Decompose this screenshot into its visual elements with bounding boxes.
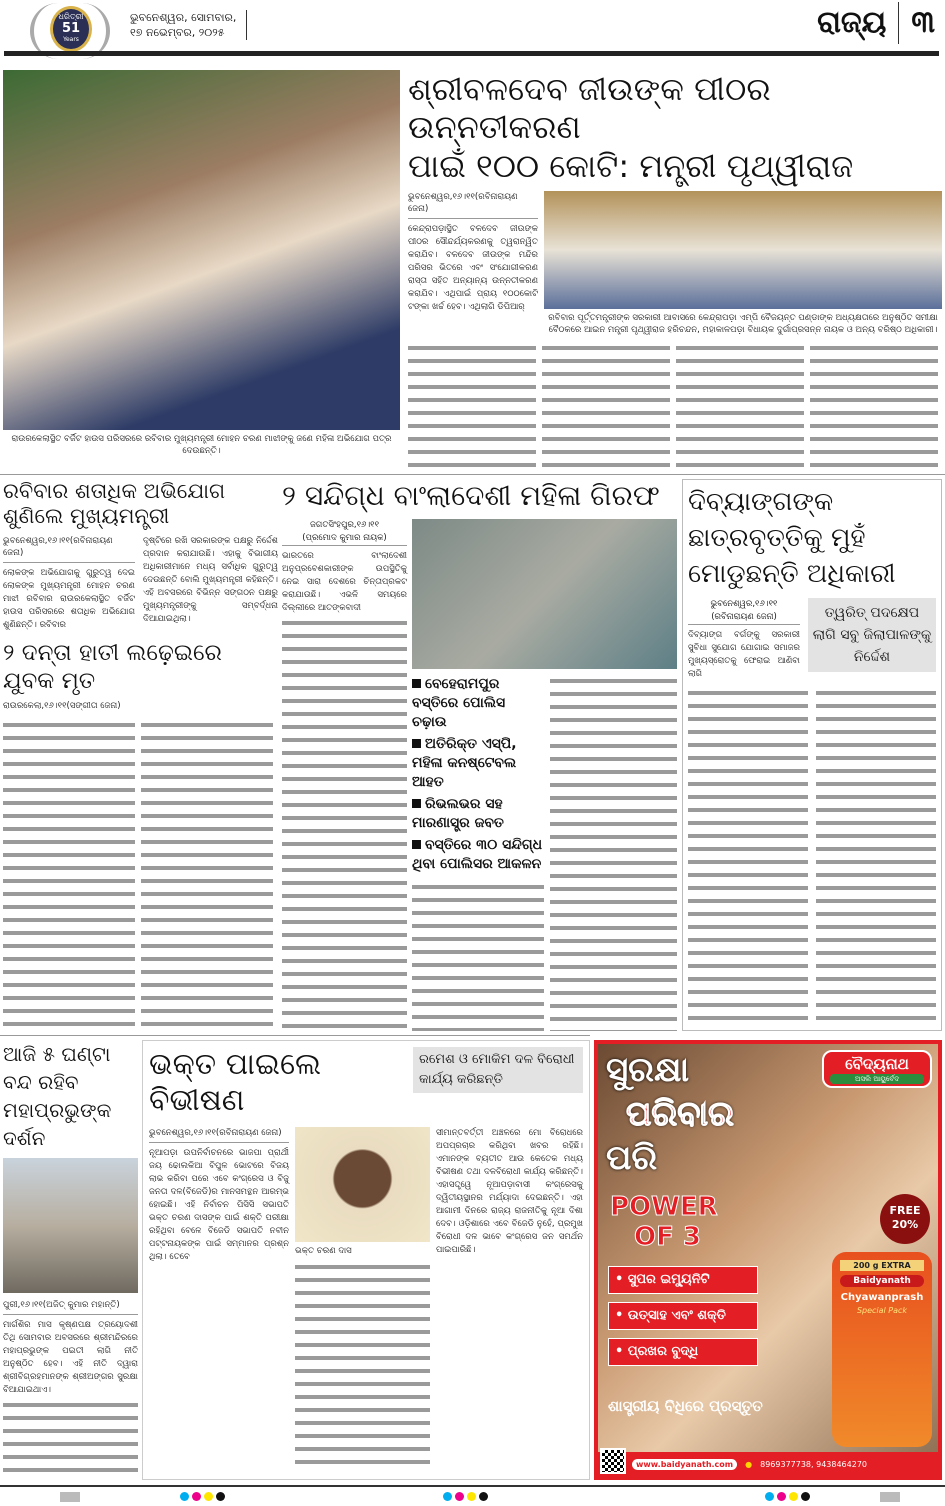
highlight-text: ଅତିରିକ୍ତ ଏସ୍‌ପି, ମହିଳା କନଷ୍ଟେବଲ ଆହତ [412,735,517,790]
bhakta-body-mid [295,1261,430,1473]
bangladesh-headline: ୨ ସନ୍ଦିଗ୍ଧ ବାଂଲାଦେଶୀ ମହିଳା ଗିରଫ [282,479,660,512]
lead-body: କେନ୍ଦ୍ରାପଡ଼ାସ୍ଥିତ ବଳଦେବ ଜୀଉଙ୍କ ପୀଠର ସୌନ୍ଦର୍ଯ୍ୟକରଣକୁ ତ୍ୱରାନ୍ୱିତ କରାଯିବ। ବଳଦେବ ଜୀଉଙ୍କ ମନ୍ଦିର ପରିସର ଭିତରେ ଏବଂ ସଂଯୋଗୀକରଣ ରାସ୍ତା ସହିତ ଅନ୍ୟାନ୍ୟ ଉନ୍ନତୀକରଣ କରାଯିବ। ଏଥିପାଇଁ ପ୍ରାୟ ୧୦୦କୋଟି ଟଙ୍କା ଖର୍ଚ୍ଚ ହେବ। ଏଥିଲାଗି ଡିପିଆର୍ [408,224,538,313]
brand-badge-tag: ଅସଲି ଆୟୁର୍ବେଦ [830,1074,924,1084]
free-percent: 20% [891,1218,919,1231]
disabled-headline-line-2: ମୋଡୁଛନ୍ତି ଅଧିକାରୀ [688,559,896,589]
highlight-item [412,795,544,833]
cm-headline: ରବିବାର ଶତାଧିକ ଅଭିଯୋଗ ଶୁଣିଲେ ମୁଖ୍ୟମନ୍ତ୍ରୀ [3,479,226,529]
chyawanprash-jar [832,1252,932,1447]
ad-phone: 8969377738, 9438464270 [760,1459,868,1469]
dateline-date: ୧୭ ନଭେମ୍ବର, ୨୦୨୫ [130,26,225,39]
bhakta-body-2: ସୀମାନ୍ତବର୍ତ୍ତୀ ଅଞ୍ଚଳରେ ମୋ ବିରୋଧରେ ଅପପ୍ରଚାର କରିଥିବା ଖବର ରହିଛି। ଏମାନଙ୍କ ବ୍ୟତୀତ ଆଉ କେତେକ ମଧ୍ୟ ବିଭୀଷଣ ତଥା ଦଳବିରୋଧୀ କାର୍ଯ୍ୟ କରିଛନ୍ତି। ଏହାସତ୍ତ୍ୱେ ନୂଆପଡ଼ାବାସୀ କଂଗ୍ରେସକୁ ଦ୍ୱିତୀୟସ୍ଥାନର ମର୍ଯ୍ୟାଦା ଦେଇଛନ୍ତି। ଏହା ଆଗାମୀ ଦିନରେ ରାଜ୍ୟ ରାଜନୀତିକୁ ନୂଆ ଦିଶା ଦେବ। ଓଡ଼ିଶାରେ ଏବେ ବିଜେଡି ନୁହେଁ, ପ୍ରମୁଖ ବିରୋଧୀ ଦଳ ଭାବେ କଂଗ୍ରେସ ଜନ ସମର୍ଥନ ପାଇପାରିଛି। [436,1128,583,1255]
cm-byline: ଭୁବନେଶ୍ୱର,୧୬।୧୧(ରବିନାରାୟଣ ଜେନା) [3,535,135,563]
print-rule [0,1485,945,1487]
seized-weapons-photo [412,519,677,669]
jar-product: Chyawanprash [840,1292,924,1303]
jar-extra: 200 g EXTRA [840,1260,924,1271]
disabled-byline: ଭୁବନେଶ୍ୱର,୧୬।୧୧ [710,599,778,609]
temple-headline-line-2: ବନ୍ଦ ରହିବ [3,1070,79,1094]
ad-benefit-text: ଉତ୍ସାହ ଏବଂ ଶକ୍ତି [627,1308,726,1323]
bhakta-subhead: ରମେଶ ଓ ମୋକିମ ଦଳ ବିରୋଧୀ କାର୍ଯ୍ୟ କରିଛନ୍ତି [413,1047,583,1093]
lead-headline-line-1: ଶ୍ରୀବଳଦେବ ଜୀଉଙ୍କ ପୀଠର ଉନ୍ନତୀକରଣ [408,70,771,147]
logo-name: ଧରିତ୍ରୀ [58,12,84,21]
bangladesh-body-col4 [550,675,677,1031]
highlight-item [412,836,544,874]
elephant-headline: ୨ ଦନ୍ତା ହାତୀ ଲଢ଼େଇରେ ଯୁବକ ମୃତ [3,640,222,694]
lead-byline: ଭୁବନେଶ୍ୱର,୧୬।୧୧(ରବିନାରାୟଣ ଜେନା) [408,191,538,219]
grey-swatch [60,1492,80,1502]
bangladesh-body-col3 [412,881,544,1031]
bhakta-charan-das-photo [295,1127,430,1242]
lead-headline [408,70,942,185]
masthead-rule [4,51,939,56]
bangladesh-body-more [282,617,407,1031]
highlight-item [412,735,544,792]
ad-title-3: ପରି [606,1138,658,1178]
registration-marks [0,1492,945,1506]
bangladesh-reporter: (ପ୍ରମୋଦ କୁମାର ନାୟକ) [302,532,387,543]
disabled-body-more [688,687,936,1026]
dateline: ଭୁବନେଶ୍ୱର, ସୋମବାର, [130,11,237,24]
cm-body: ଲୋକଙ୍କ ଅଭିଯୋଗକୁ ଗୁରୁତ୍ୱ ଦେଇ ଲୋକଙ୍କ ମୁଖ୍ୟମନ୍ତ୍ରୀ ମୋହନ ଚରଣ ମାଝୀ ରବିବାର ରାଉରକେଲାସ୍ଥିତ ବର୍ଜିଟ ହାଉସ ପରିସରରେ ଶତାଧିକ ଅଭିଯୋଗ ଶୁଣିଛନ୍ତି। ରବିବାର [3,568,135,631]
bangladesh-byline: ଜଗତସିଂହପୁର,୧୬।୧୧ [309,519,380,530]
ad-benefit-text: ସୁପର ଇମ୍ୟୁନିଟି [627,1272,710,1287]
highlight-text: ବେହେରାମପୁର ବସ୍ତିରେ ପୋଲିସ ଚଢ଼ାଉ [412,675,506,730]
row-middle [0,479,945,1031]
temple-headline-line-3: ମହାପ୍ରଭୁଙ୍କ ଦର୍ଶନ [3,1098,112,1150]
masthead [0,0,945,62]
review-meeting-photo [544,191,942,309]
phone-icon: ● [745,1459,753,1469]
disabled-story-box [682,479,942,1031]
jar-brand: Baidyanath [840,1275,924,1287]
divider [0,474,945,475]
bhakta-photo-caption: ଭକ୍ତ ଚରଣ ଦାସ [295,1246,352,1256]
ad-title-1: ସୁରକ୍ଷା [606,1050,690,1090]
disabled-headline [688,484,936,592]
temple-byline: ପୁରୀ,୧୬।୧୧(ଅଜିତ୍ କୁମାର ମହାନ୍ତି) [3,1299,138,1315]
power-label: POWER [610,1192,718,1222]
bhakta-body: ନୂଆପଡ଼ା ଉପନିର୍ବାଚନରେ ଭାଜପା ପ୍ରାର୍ଥୀ ଜୟ ଢୋଲକିଆ ବିପୁଳ ଭୋଟରେ ବିଜୟ ଲାଭ କରିବା ପରେ ଏବେ କଂଗ୍ରେସ ଓ ବିଜୁ ଜନତା ଦଳ(ବିଜେଡି)ର ମାନସମନ୍ଥନ ଆରମ୍ଭ ହୋଇଛି। ଏହି ନିର୍ବାଚନ ପିସିସି ସଭାପତି ଭକ୍ତ ଚରଣ ଦାସଙ୍କ ପାଇଁ ଶକ୍ତି ପରୀକ୍ଷା ରହିଥିବା ବେଳେ ବିଜେଡି ସଭାପତି ନବୀନ ପଟ୍ଟନାୟକଙ୍କ ପାଇଁ ସମ୍ମାନର ପ୍ରଶ୍ନ ଥିଲା। ତେବେ [149,1148,289,1262]
highlight-text: ବସ୍ତିରେ ୩୦ ସନ୍ଦିଗ୍ଧ ଥିବା ପୋଲିସର ଆକଳନ [412,836,543,872]
cm-grievance-photo [3,70,400,430]
cm-body-2: ଦୃଷ୍ଟିରେ ରଖି ସରକାରଙ୍କ ପକ୍ଷରୁ ନିର୍ଦ୍ଦେଶ ପ୍ରଦାନ କରାଯାଉଛି। ଏହାକୁ ବିଭାଗୀୟ ଅଧିକାରୀମାନେ ମଧ୍ୟ ସର୍ବାଧିକ ଗୁରୁତ୍ୱ ଦେଉଛନ୍ତି ବୋଲି ମୁଖ୍ୟମନ୍ତ୍ରୀ କହିଛନ୍ତି। ଏହି ଅବସରରେ ବିଭିନ୍ନ ସଙ୍ଗଠନ ପକ୍ଷରୁ ମୁଖ୍ୟମନ୍ତ୍ରୀଙ୍କୁ ସମ୍ବର୍ଦ୍ଧନା ଦିଆଯାଇଥିଲା। [143,536,278,625]
ad-benefit: • ପ୍ରଖର ବୁଦ୍ଧି [608,1338,758,1366]
highlight-text: ରିଭଲଭର ସହ ମାରଣାସ୍ତ୍ର ଜବତ [412,795,504,831]
temple-headline-line-1: ଆଜି ୫ ଘଣ୍ଟା [3,1042,111,1066]
bhakta-headline: ଭକ୍ତ ପାଇଲେ ବିଭୀଷଣ [149,1047,322,1118]
bhakta-byline: ଭୁବନେଶ୍ୱର,୧୬।୧୧(ରବିନାରାୟଣ ଜେନା) [149,1127,289,1143]
elephant-body [3,719,278,1031]
of3-label: OF 3 [634,1222,702,1252]
logo-years: 51 [61,21,81,36]
highlight-item [412,675,544,732]
temple-body: ମାର୍ଗଶିର ମାସ କୃଷ୍ଣପକ୍ଷ ତ୍ରୟୋଦଶୀ ତିଥି ସୋମବାର ଅବସରରେ ଶ୍ରୀମନ୍ଦିରରେ ମହାପ୍ରଭୁଙ୍କ ପଇତୀ ଲାଗି ନୀତି ଅନୁଷ୍ଠିତ ହେବ। ଏହି ନୀତି ଦ୍ୱାରା ଶ୍ରୀବିଗ୍ରହମାନଙ୍କ ଶ୍ରୀଅଙ୍ଗର ସୁରକ୍ଷା ବିଆଯାଇଥାଏ। [3,1320,138,1395]
lead-body-columns [408,342,942,470]
page-number: ୩ [911,5,935,40]
disabled-subhead: ତ୍ୱରିତ୍ ପଦକ୍ଷେପ ଲାଗି ସବୁ ଜିଲାପାଳଙ୍କୁ ନିର୍ଦ୍ଦେଶ [808,598,936,672]
free-badge [880,1194,930,1244]
disabled-reporter: (ରବିନାରାୟଣ ଜେନା) [711,612,777,622]
section-name: ରାଜ୍ୟ [817,2,899,44]
cm-photo-caption: ରାଉରକେଲାସ୍ଥିତ ବର୍ଜିଟ ହାଉସ ପରିସରରେ ରବିବାର ମୁଖ୍ୟମନ୍ତ୍ରୀ ମୋହନ ଚରଣ ମାଝୀଙ୍କୁ ଜଣେ ମହିଳା ଅଭିଯୋଗ ପତ୍ର ଦେଉଛନ୍ତି। [11,434,392,456]
temple-headline [3,1040,138,1152]
qr-code [600,1448,626,1474]
brand-badge-name: ବୈଦ୍ୟନାଥ [845,1055,909,1073]
temple-body-more [3,1399,138,1480]
logo-years-label: Years [63,36,79,43]
bangladesh-body: ଭାରତରେ ବାଂଲାଦେଶୀ ଅନୁପ୍ରବେଶକାରୀଙ୍କ ଉପସ୍ଥିତିକୁ ନେଇ ସାରା ଦେଶରେ ଚିନ୍ତାପ୍ରକଟ କରାଯାଉଛି। ଏଭଳି ସମୟରେ ଦିଲ୍ଲୀରେ ଆତଙ୍କବାଦୀ [282,550,407,613]
disabled-body: ଦିବ୍ୟାଙ୍ଗ ବର୍ଗଙ୍କୁ ସରକାରୀ ସୁବିଧା ସୁଯୋଗ ଯୋଗାଇ ସମାଜର ମୁଖ୍ୟସ୍ରୋତକୁ ଫେରାଇ ଆଣିବା ଲାଗି [688,630,800,679]
ad-benefit-text: ପ୍ରଖର ବୁଦ୍ଧି [627,1344,699,1359]
ad-tagline: ଶାସ୍ତ୍ରୀୟ ବିଧିରେ ପ୍ରସ୍ତୁତ [608,1397,763,1415]
ad-benefit: • ସୁପର ଇମ୍ୟୁନିଟି [608,1266,758,1294]
elephant-byline: ରାଉରକେଲା,୧୬।୧୧(ସଙ୍ଗୀତା ଜେନା) [3,700,121,711]
grey-swatch [880,1492,900,1502]
lead-headline-line-2: ପାଇଁ ୧୦୦ କୋଟି: ମନ୍ତ୍ରୀ ପୃଥ୍ୱୀରାଜ [408,146,854,185]
ad-title-2: ପରିବାର [626,1094,734,1134]
ad-website-link[interactable]: www.baidyanath.com [632,1459,737,1470]
row-lead [0,62,945,470]
free-label: FREE [889,1204,921,1217]
lead-photo-caption: ରବିବାର ପୂର୍ତ୍ତମନ୍ତ୍ରୀଙ୍କ ସରକାରୀ ଆବାସରେ କେନ୍ଦ୍ରାପଡ଼ା ଏମ୍‌ପି ବୈଜୟନ୍ତ ପଣ୍ଡାଙ୍କ ଅଧ୍ୟକ୍ଷତାରେ ଅନୁଷ୍ଠିତ ସମୀକ୍ଷା ବୈଠକରେ ଆଇନ ମନ୍ତ୍ରୀ ପୃଥ୍ୱୀରାଜ ହରିଚନ୍ଦନ, ମହାକାଳପଡ଼ା ବିଧାୟକ ଦୁର୍ଗାପ୍ରସନ୍ନ ନାୟକ ଓ ଅନ୍ୟ ବରିଷ୍ଠ ଅଧିକାରୀ। [548,313,938,336]
jagannath-temple-photo [3,1158,138,1293]
ad-benefit: • ଉତ୍ସାହ ଏବଂ ଶକ୍ତି [608,1302,758,1330]
row-bottom [0,1040,945,1480]
bangladesh-highlights [412,675,544,877]
brand-badge [822,1050,932,1088]
baidyanath-ad[interactable] [594,1040,942,1480]
disabled-headline-line-1: ଦିବ୍ୟାଙ୍ଗଙ୍କ ଛାତ୍ରବୃତ୍ତିକୁ ମୁହଁ [688,487,866,553]
divider [0,1035,590,1036]
jar-special: Special Pack [856,1306,908,1315]
bhakta-story-box [142,1040,590,1480]
power-of-3 [610,1192,718,1252]
